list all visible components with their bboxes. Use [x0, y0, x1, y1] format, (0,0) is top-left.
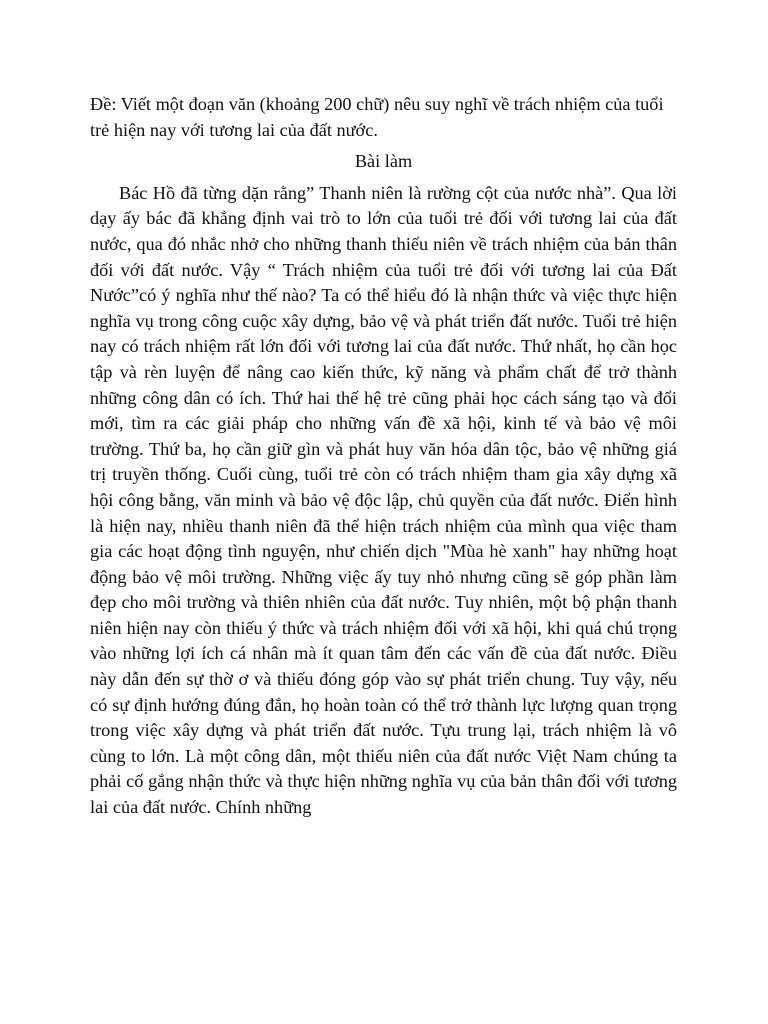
essay-body: Bác Hồ đã từng dặn rằng” Thanh niên là rường cột của nước nhà”. Qua lời dạy ấy bác đã khẳng định vai trò to lớn của tuổi trẻ đối với tương lai của đất nước, qua đó nhắc nhở cho những thanh thiếu niên về trách nhiệm của bản thân đối với đất nước. Vậy “ Trách nhiệm của tuổi trẻ đối với tương lai của Đất Nước”có ý nghĩa như thế nào? Ta có thể hiểu đó là nhận thức và việc thực hiện nghĩa vụ trong công cuộc xây dựng, bảo vệ và phát triển đất nước. Tuổi trẻ hiện nay có trách nhiệm rất lớn đối với tương lai của đất nước. Thứ nhất, họ cần học tập và rèn luyện để nâng cao kiến thức, kỹ năng và phẩm chất để trở thành những công dân có ích. Thứ hai thế hệ trẻ cũng phải học cách sáng tạo và đổi mới, tìm ra các giải pháp cho những vấn đề xã hội, kinh tế và bảo vệ môi trường. Thứ ba, họ cần giữ gìn và phát huy văn hóa dân tộc, bảo vệ những giá trị truyền thống. Cuối cùng, tuổi trẻ còn có trách nhiệm tham gia xây dựng xã hội công bằng, văn minh và bảo vệ độc lập, chủ quyền của đất nước. Điển hình là hiện nay, nhiều thanh niên đã thể hiện trách nhiệm của mình qua việc tham gia các hoạt động tình nguyện, như chiến dịch "Mùa hè xanh" hay những hoạt động bảo vệ môi trường. Những việc ấy tuy nhỏ nhưng cũng sẽ góp phần làm đẹp cho môi trường và thiên nhiên của đất nước. Tuy nhiên, một bộ phận thanh niên hiện nay còn thiếu ý thức và trách nhiệm đối với xã hội, khi quá chú trọng vào những lợi ích cá nhân mà ít quan tâm đến các vấn đề của đất nước. Điều này dẫn đến sự thờ ơ và thiếu đóng góp vào sự phát triển chung. Tuy vậy, nếu có sự định hướng đúng đắn, họ hoàn toàn có thể trở thành lực lượng quan trọng trong việc xây dựng và phát triển đất nước. Tựu trung lại, trách nhiệm là vô cùng to lớn. Là một công dân, một thiếu niên của đất nước Việt Nam chúng ta phải cố gắng nhận thức và thực hiện những nghĩa vụ của bản thân đối với tương lai của đất nước. Chính những [90, 182, 677, 818]
assignment-prompt: Đề: Viết một đoạn văn (khoảng 200 chữ) nêu suy nghĩ về trách nhiệm của tuổi trẻ hiện nay với tương lai của đất nước. [90, 94, 664, 140]
document-page [90, 92, 677, 821]
essay-heading: Bài làm [354, 151, 413, 172]
